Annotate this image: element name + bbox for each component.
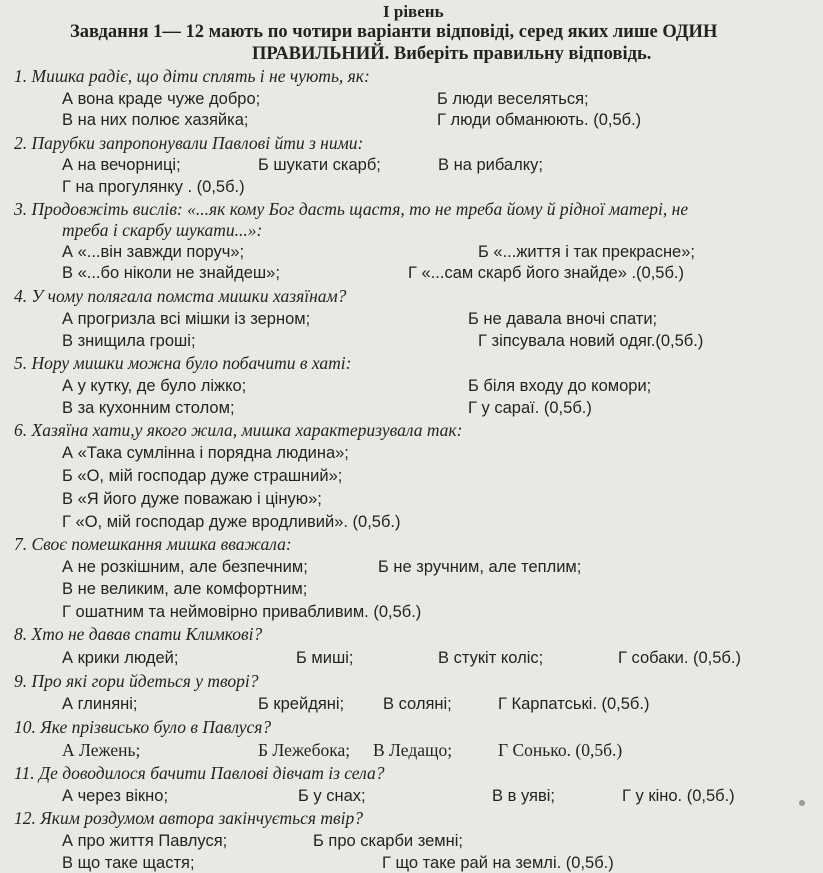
- q11-option-a: А через вікно;: [62, 787, 169, 805]
- q12-option-d: Г що таке рай на землі. (0,5б.): [382, 854, 614, 872]
- q9-option-a: А глиняні;: [62, 695, 138, 713]
- q4-option-c: В знищила гроші;: [62, 332, 196, 350]
- q12-option-c: В що таке щастя;: [62, 854, 195, 872]
- q6-option-d: Г «О, мій господар дуже вродливий». (0,5б.): [62, 513, 401, 531]
- question-3-line-1: 3. Продовжіть вислів: «...як кому Бог дасть щастя, то не треба йому й рідної матері, не: [14, 199, 689, 219]
- q2-option-a: А на вечорниці;: [62, 156, 181, 174]
- q4-option-d: Г зіпсувала новий одяг.(0,5б.): [478, 332, 704, 350]
- question-5: 5. Нору мишки можна було побачити в хаті:: [14, 353, 352, 373]
- q3-option-c: В «...бо ніколи не знайдеш»;: [62, 264, 280, 282]
- q7-option-a: А не розкішним, але безпечним;: [62, 558, 308, 576]
- question-2: 2. Парубки запропонували Павлові йти з ними:: [14, 133, 364, 153]
- q8-option-a: А крики людей;: [62, 649, 179, 667]
- question-8: 8. Хто не давав спати Климкові?: [14, 624, 263, 644]
- ink-dot: [799, 800, 805, 806]
- question-10: 10. Яке прізвисько було в Павлуся?: [14, 717, 272, 737]
- question-7: 7. Своє помешкання мишка вважала:: [14, 534, 292, 554]
- q11-option-c: В в уяві;: [492, 787, 555, 805]
- q10-option-d: Г Сонько. (0,5б.): [498, 740, 623, 760]
- q8-option-d: Г собаки. (0,5б.): [618, 649, 741, 667]
- q1-option-c: В на них полює хазяйка;: [62, 111, 249, 129]
- q9-option-d: Г Карпатські. (0,5б.): [498, 695, 650, 713]
- q11-option-d: Г у кіно. (0,5б.): [622, 787, 735, 805]
- q5-option-a: А у кутку, де було ліжко;: [62, 377, 247, 395]
- question-1: 1. Мишка радіє, що діти сплять і не чують, як:: [14, 66, 370, 86]
- q12-option-a: А про життя Павлуся;: [62, 832, 228, 850]
- q1-option-a: А вона краде чуже добро;: [62, 90, 261, 108]
- q11-option-b: Б у снах;: [298, 787, 366, 805]
- question-12: 12. Яким роздумом автора закінчується твір?: [14, 808, 363, 828]
- q5-option-c: В за кухонним столом;: [62, 399, 235, 417]
- q3-option-a: А «...він завжди поруч»;: [62, 243, 245, 261]
- instructions-line-1: Завдання 1— 12 мають по чотири варіанти відповіді, серед яких лише ОДИН: [70, 22, 718, 42]
- q2-option-d: Г на прогулянку . (0,5б.): [62, 178, 245, 196]
- q2-option-b: Б шукати скарб;: [258, 156, 381, 174]
- q7-option-c: В не великим, але комфортним;: [62, 580, 308, 598]
- level-title: I рівень: [383, 2, 444, 21]
- q7-option-b: Б не зручним, але теплим;: [378, 558, 582, 576]
- q1-option-d: Г люди обманюють. (0,5б.): [437, 111, 642, 129]
- q10-option-b: Б Лежебока;: [258, 740, 351, 760]
- q10-option-a: А Лежень;: [62, 740, 141, 760]
- question-11: 11. Де доводилося бачити Павлові дівчат із села?: [14, 763, 385, 783]
- q5-option-d: Г у сараї. (0,5б.): [468, 399, 592, 417]
- q9-option-c: В соляні;: [383, 695, 452, 713]
- q4-option-a: А прогризла всі мішки із зерном;: [62, 310, 311, 328]
- q12-option-b: Б про скарби земні;: [313, 832, 463, 850]
- q4-option-b: Б не давала вночі спати;: [468, 310, 658, 328]
- q10-option-c: В Ледащо;: [373, 740, 453, 760]
- question-4: 4. У чому полягала помста мишки хазяїнам?: [14, 286, 347, 306]
- q3-option-b: Б «...життя і так прекрасне»;: [478, 243, 695, 261]
- q8-option-b: Б миші;: [296, 649, 354, 667]
- question-9: 9. Про які гори йдеться у творі?: [14, 671, 259, 691]
- q1-option-b: Б люди веселяться;: [437, 90, 589, 108]
- q2-option-c: В на рибалку;: [438, 156, 543, 174]
- q7-option-d: Г ошатним та неймовірно привабливим. (0,5б.): [62, 603, 422, 621]
- q5-option-b: Б біля входу до комори;: [468, 377, 652, 395]
- instructions-line-2: ПРАВИЛЬНИЙ. Виберіть правильну відповідь.: [252, 44, 652, 64]
- q8-option-c: В стукіт коліс;: [438, 649, 544, 667]
- question-6: 6. Хазяїна хати,у якого жила, мишка характеризувала так:: [14, 420, 463, 440]
- q3-option-d: Г «...сам скарб його знайде» .(0,5б.): [408, 264, 685, 282]
- question-3-line-2: треба і скарбу шукати...»:: [62, 220, 263, 240]
- q9-option-b: Б крейдяні;: [258, 695, 345, 713]
- q6-option-c: В «Я його дуже поважаю і ціную»;: [62, 490, 322, 508]
- q6-option-b: Б «О, мій господар дуже страшний»;: [62, 467, 343, 485]
- q6-option-a: А «Така сумлінна і порядна людина»;: [62, 444, 349, 462]
